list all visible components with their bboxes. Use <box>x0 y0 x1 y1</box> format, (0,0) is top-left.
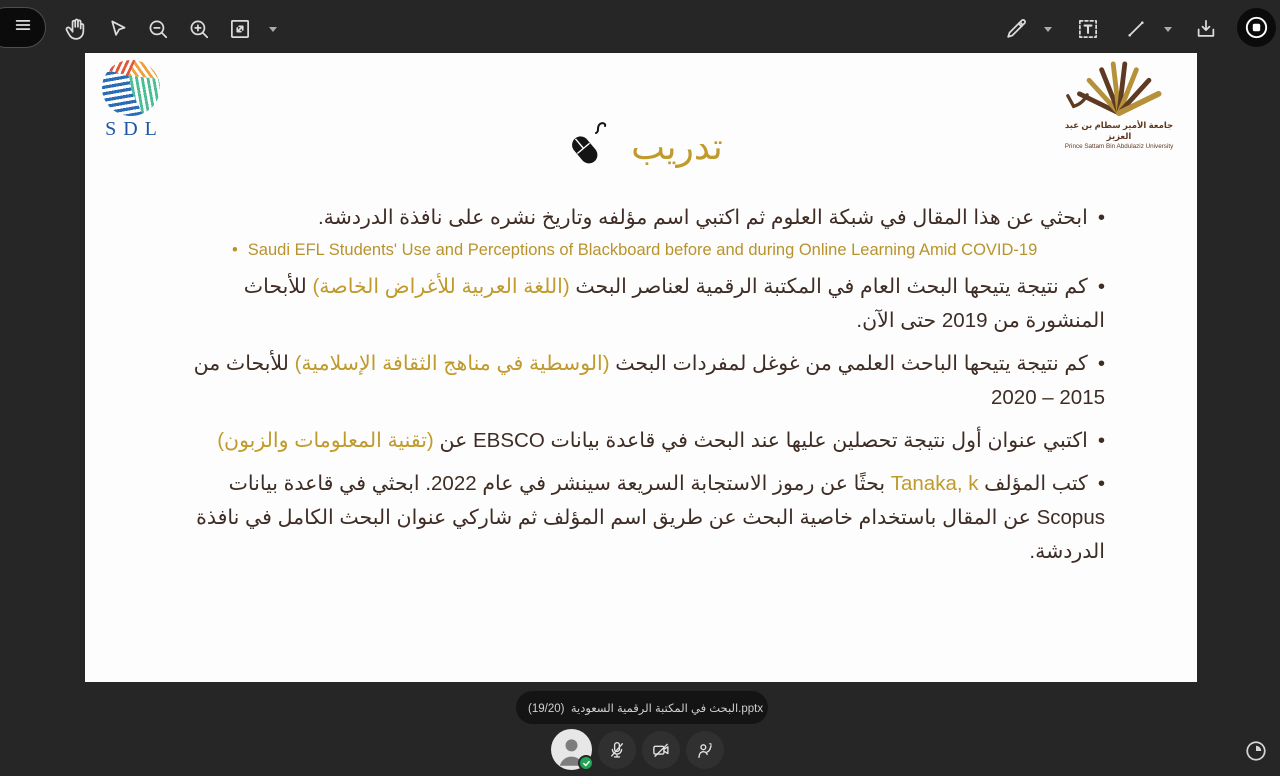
hand-tool-button[interactable] <box>62 15 90 43</box>
whiteboard-toolbar-right <box>1002 15 1268 43</box>
line-tool-button[interactable] <box>1122 15 1150 43</box>
hamburger-icon <box>12 14 34 41</box>
slide-title: تدريب <box>631 126 723 167</box>
raise-hand-icon <box>694 739 716 761</box>
stop-recording-button[interactable] <box>1237 8 1276 47</box>
university-name-arabic: جامعة الأمير سطام بن عبد العزيز <box>1064 120 1174 141</box>
select-tool-button[interactable] <box>103 15 131 43</box>
download-button[interactable] <box>1192 15 1220 43</box>
bullet-item: •كم نتيجة يتيحها البحث العام في المكتبة الرقمية لعناصر البحث (اللغة العربية للأغراض الخاصة) للأبحاث المنشورة من 2019 حتى الآن. <box>243 275 1105 332</box>
zoom-in-button[interactable] <box>185 15 213 43</box>
line-options-caret[interactable] <box>1164 27 1172 32</box>
connected-status-badge <box>578 755 594 771</box>
cursor-arrow-icon <box>104 16 130 42</box>
stop-recording-icon <box>1243 14 1270 41</box>
presenter-avatar[interactable] <box>551 729 592 770</box>
fit-to-screen-button[interactable] <box>226 15 254 43</box>
bullet-marker: • <box>232 241 238 259</box>
text-box-icon <box>1075 16 1101 42</box>
fit-screen-icon <box>227 16 253 42</box>
raise-hand-button[interactable] <box>686 731 724 769</box>
main-menu-button[interactable] <box>0 7 46 48</box>
bullet-marker: • <box>1097 206 1105 229</box>
slide-progress-and-filename <box>528 701 763 715</box>
bullet-item: •كم نتيجة يتيحها الباحث العلمي من غوغل لمفردات البحث (الوسطية في مناهج الثقافة الإسلامية) للأبحاث من 2015 – 2020 <box>193 352 1105 409</box>
session-clock-button[interactable] <box>1236 731 1275 770</box>
sub-bullet-item: • Saudi EFL Students' Use and Perceptions of Blackboard before and during Online Learning Amid COVID-19 <box>232 241 1038 259</box>
fit-options-caret[interactable] <box>269 27 277 32</box>
clock-icon <box>1241 736 1271 766</box>
meeting-controls <box>551 729 724 770</box>
sub-bullet-list <box>232 240 1065 261</box>
pen-icon <box>1003 16 1029 42</box>
mute-microphone-button[interactable] <box>598 731 636 769</box>
university-name-english: Prince Sattam Bin Abdulaziz University <box>1064 143 1174 150</box>
bullet-marker: • <box>1097 429 1105 452</box>
bullet-item: •ابحثي عن هذا المقال في شبكة العلوم ثم اكتبي اسم مؤلفه وتاريخ نشره على نافذة الدردشة. • Saudi EFL Students' Use and Perceptions of Blackboard before and during Online Learning Amid COVID-19 <box>232 206 1105 259</box>
bullet-item: •كتب المؤلف Tanaka, k بحثًا عن رموز الاستجابة السريعة سينشر في عام 2022. ابحثي في قاعدة بيانات Scopus عن المقال باستخدام خاصية البحث عن طريق اسم المؤلف ثم شاركي عنوان البحث الكامل في نافذة الدردشة. <box>196 472 1105 563</box>
pen-options-caret[interactable] <box>1044 27 1052 32</box>
presentation-filename: البحث في المكتبة الرقمية السعودية.pptx <box>570 702 764 715</box>
slide-navigation-bar <box>516 691 768 724</box>
download-icon <box>1193 16 1219 42</box>
zoom-in-icon <box>186 16 212 42</box>
bullet-marker: • <box>1097 275 1105 298</box>
zoom-out-button[interactable] <box>144 15 172 43</box>
slide-bullet-list <box>177 201 1105 578</box>
open-book-icon <box>1058 61 1180 117</box>
sdl-globe-icon <box>102 60 160 116</box>
presentation-canvas[interactable] <box>85 53 1197 682</box>
computer-mouse-icon <box>559 119 615 175</box>
slide-title-row <box>85 117 1197 177</box>
zoom-out-icon <box>145 16 171 42</box>
bullet-marker: • <box>1097 472 1105 495</box>
hand-icon <box>63 16 89 42</box>
whiteboard-toolbar-left <box>62 15 279 43</box>
camera-off-icon <box>650 739 672 761</box>
text-tool-button[interactable] <box>1074 15 1102 43</box>
bullet-marker: • <box>1097 352 1105 375</box>
microphone-muted-icon <box>606 739 628 761</box>
slide-page-indicator: (19/20) <box>528 702 565 715</box>
check-icon <box>582 759 591 768</box>
sdl-logo-label: SDL <box>105 118 164 140</box>
camera-off-button[interactable] <box>642 731 680 769</box>
line-icon <box>1123 16 1149 42</box>
bullet-item: •اكتبي عنوان أول نتيجة تحصلين عليها عند البحث في قاعدة بيانات EBSCO عن (تقنية المعلومات والزبون) <box>217 429 1105 452</box>
pen-tool-button[interactable] <box>1002 15 1030 43</box>
